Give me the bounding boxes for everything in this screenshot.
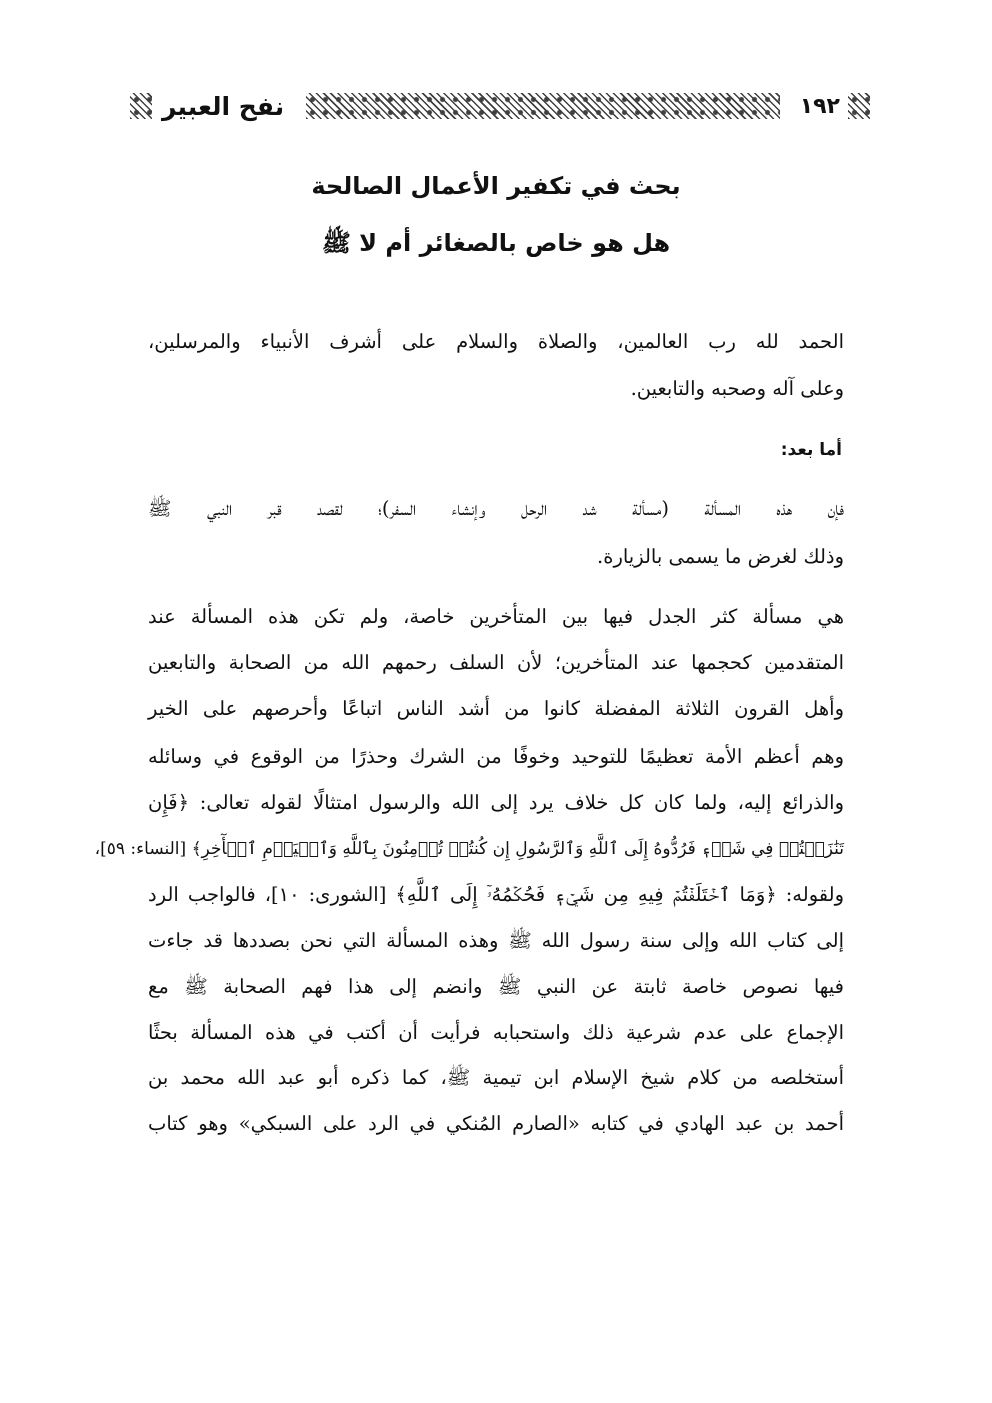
ornament-band (306, 93, 780, 119)
section-subtitle: هل هو خاص بالصغائر أم لا ﷺ (321, 229, 671, 257)
text-line: إلى كتاب الله وإلى سنة رسول الله ﷺ وهذه المسألة التي نحن بصددها قد جاءت (148, 929, 844, 952)
text-line: وذلك لغرض ما يسمى بالزيارة. (597, 545, 844, 568)
text-line: والذرائع إليه، ولما كان كل خلاف يرد إلى الله والرسول امتثالًا لقوله تعالى: ﴿فَإِن (148, 791, 844, 814)
text-line: أحمد بن عبد الهادي في كتابه «الصارم المُنكي في الرد على السبكي» وهو كتاب (148, 1112, 844, 1135)
text-line: ولقوله: ﴿وَمَا ٱخۡتَلَفۡتُمۡ فِيهِ مِن شَيۡءٖ فَحُكۡمُهُۥٓ إِلَى ٱللَّهِ﴾ [الشورى: ١٠]، فالواجب الرد (148, 883, 844, 906)
text-line: وعلى آله وصحبه والتابعين. (630, 377, 844, 400)
text-line: الحمد لله رب العالمين، والصلاة والسلام على أشرف الأنبياء والمرسلين، (148, 330, 844, 353)
text-line: هي مسألة كثر الجدل فيها بين المتأخرين خاصة، ولم تكن هذه المسألة عند (148, 605, 844, 628)
text-line: فإن هذه المسألة (مسألة شد الرحل وإنشاء السفر)؛ لقصد قبر النبي ﷺ (148, 497, 844, 520)
ornament (848, 93, 870, 119)
quran-verse-line: تَنَٰزَعۡتُمۡ فِي شَيۡءٖ فَرُدُّوهُ إِلَى ٱللَّهِ وَٱلرَّسُولِ إِن كُنتُمۡ تُؤۡمِنُونَ بِٱللَّهِ وَٱلۡيَوۡمِ ٱلۡأٓخِرِ﴾ [النساء: ٥٩]، (94, 839, 844, 859)
ornament (130, 93, 152, 119)
page-header (130, 88, 870, 124)
section-title: بحث في تكفير الأعمال الصالحة (311, 172, 681, 200)
text-line: المتقدمين كحجمها عند المتأخرين؛ لأن السلف رحمهم الله من الصحابة والتابعين (148, 651, 844, 674)
text-line: الإجماع على عدم شرعية ذلك واستحبابه فرأيت أن أكتب في هذه المسألة بحثًا (148, 1021, 844, 1044)
subheading: أما بعد: (780, 440, 842, 460)
text-line: وهم أعظم الأمة تعظيمًا للتوحيد وخوفًا من الشرك وحذرًا من الوقوع في وسائله (148, 745, 844, 768)
text-line: فيها نصوص خاصة ثابتة عن النبي ﷺ وانضم إلى هذا فهم الصحابة ﷺ مع (148, 975, 844, 998)
text-line: وأهل القرون الثلاثة المفضلة كانوا من أشد الناس اتباعًا وأحرصهم على الخير (148, 697, 844, 720)
page-number: ١٩٢ (799, 93, 840, 119)
text-line: أستخلصه من كلام شيخ الإسلام ابن تيمية ﷺ، كما ذكره أبو عبد الله محمد بن (148, 1066, 844, 1089)
book-title: نفح العبير (162, 91, 285, 121)
